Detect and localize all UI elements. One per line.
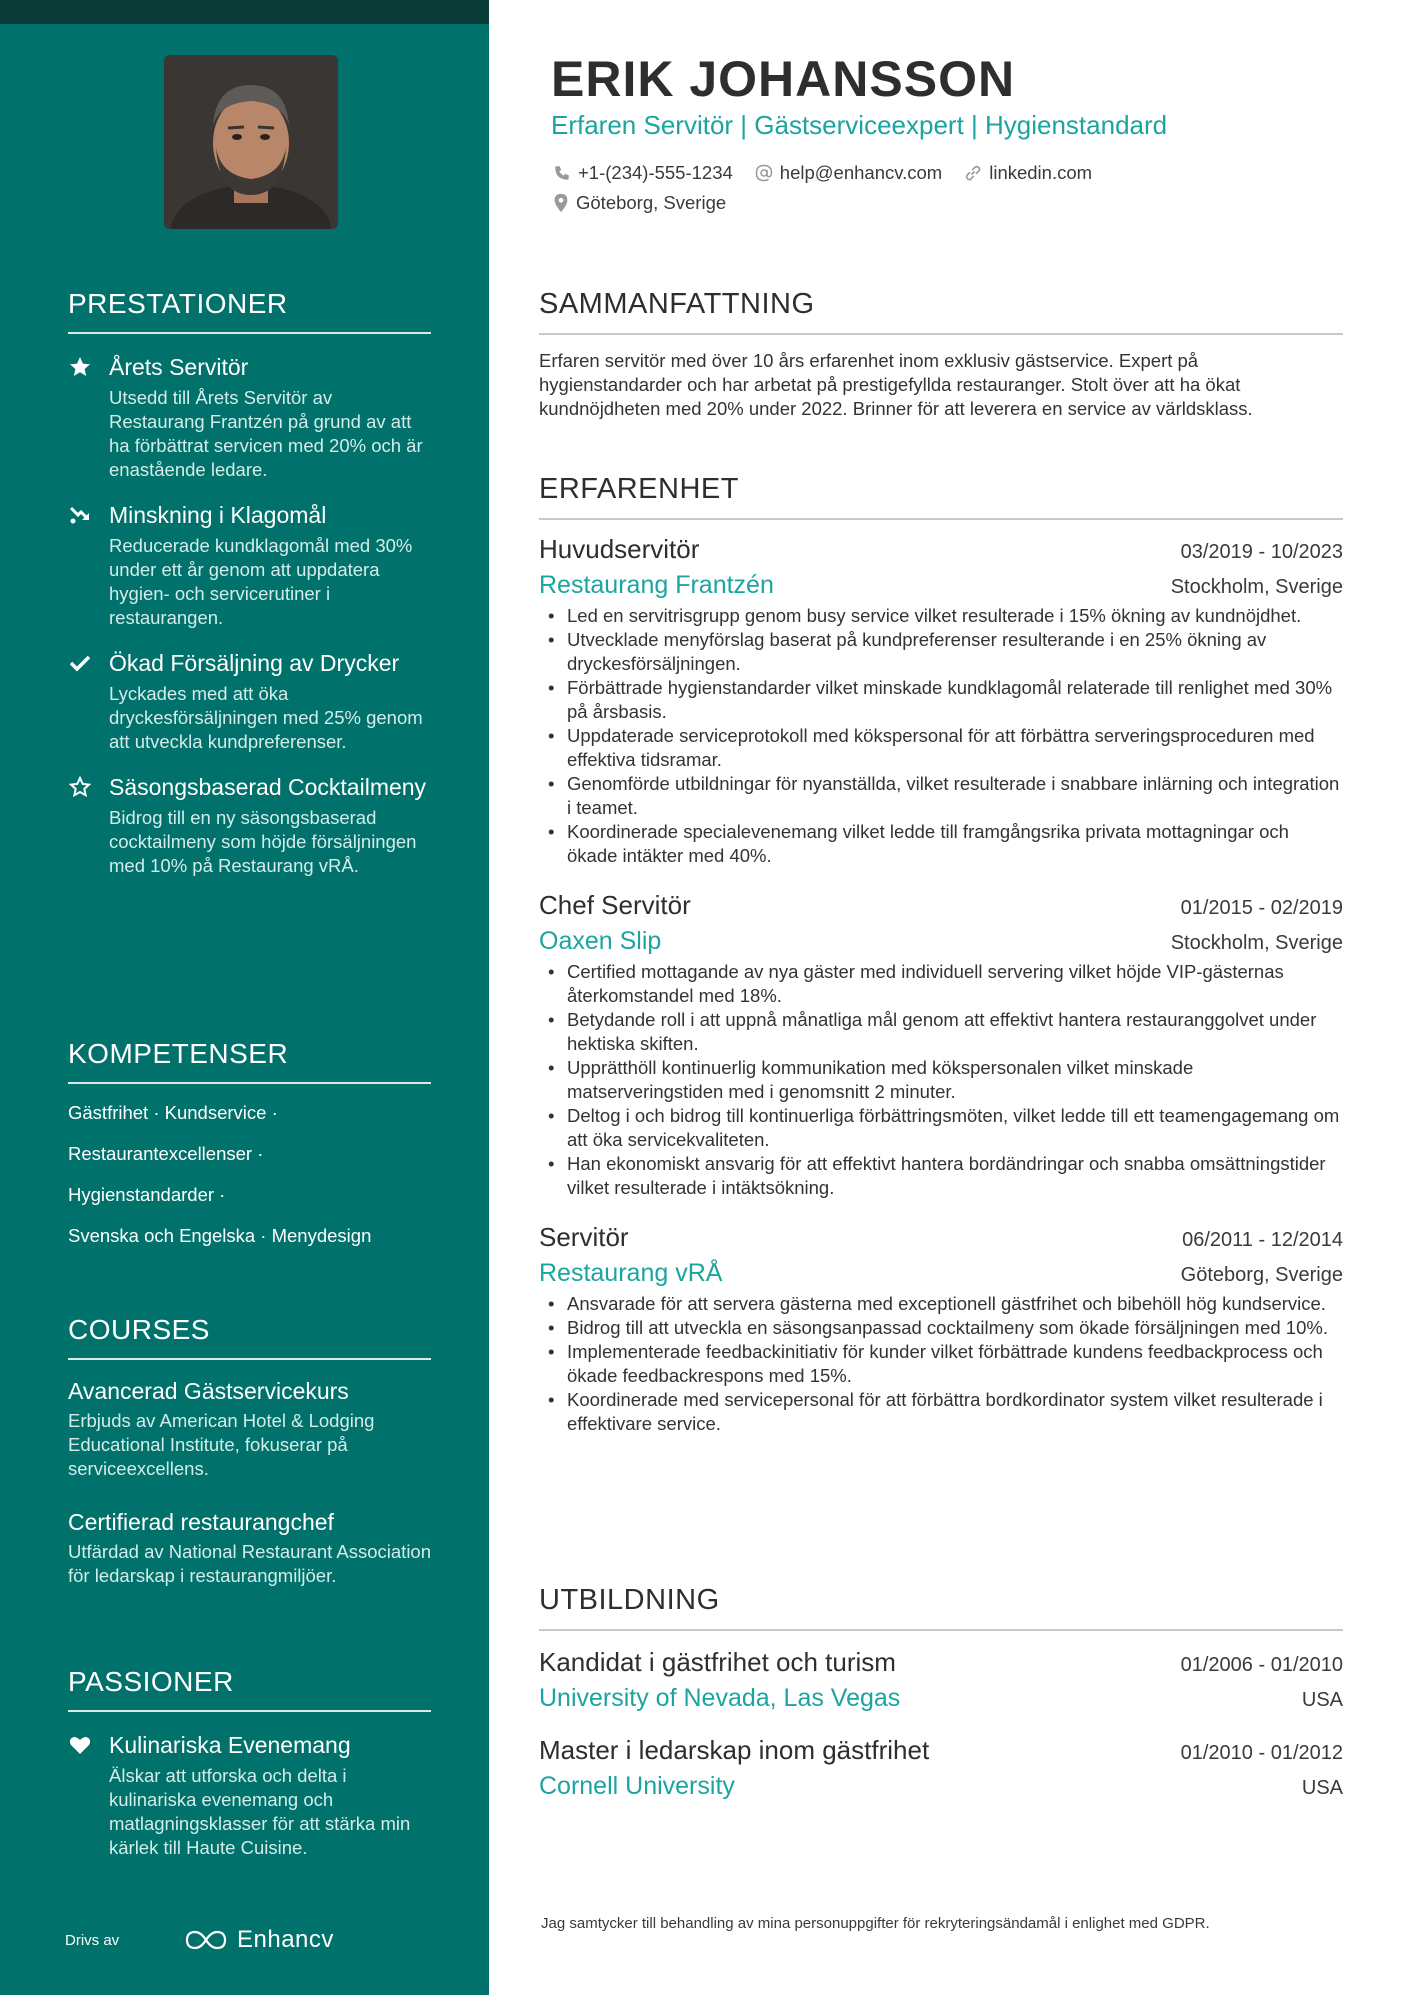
location-text: Göteborg, Sverige bbox=[576, 192, 727, 213]
job-bullet: • Certified mottagande av nya gäster med individuell servering vilket höjde VIP-gästernas återkomstandel med 18%. bbox=[539, 960, 1343, 1008]
heart-icon bbox=[68, 1733, 92, 1757]
passions-section bbox=[68, 1666, 431, 1860]
summary-text: Erfaren servitör med över 10 års erfarenhet inom exklusiv gästservice. Expert på hygienstandarder och har arbetat på prestigefyllda restauranger. Stolt över att ha ökat kundnöjdheten med 20% under 2022. Brinner för att leverera en service av världsklass. bbox=[539, 350, 1253, 419]
job-bullets bbox=[539, 604, 1343, 868]
achievement-title: Ökad Försäljning av Drycker bbox=[109, 650, 400, 676]
skill-line: Svenska och Engelska · Menydesign bbox=[68, 1225, 372, 1246]
passion-title: Kulinariska Evenemang bbox=[109, 1732, 351, 1758]
summary-title: SAMMANFATTNING bbox=[539, 288, 1343, 335]
achievement-title: Säsongsbaserad Cocktailmeny bbox=[109, 774, 427, 800]
achievement-item bbox=[68, 500, 431, 630]
job-bullet: • Han ekonomiskt ansvarig för att effektivt hantera bordändringar och snabba omsättningstider vilket resulterade i intäktsökning. bbox=[539, 1152, 1343, 1200]
education-location: USA bbox=[1301, 1777, 1343, 1799]
job-bullets bbox=[539, 1292, 1343, 1436]
job-bullet: • Implementerade feedbackinitiativ för kunder vilket förbättrade kundens feedbackprocess och ökade feedbackrespons med 15%. bbox=[539, 1340, 1343, 1388]
contact-linkedin[interactable] bbox=[964, 162, 1092, 184]
job-company: Restaurang vRÅ bbox=[539, 1259, 723, 1287]
job-bullet: • Bidrog till att utveckla en säsongsanpassad cocktailmeny som ökade försäljningen med 10%. bbox=[539, 1316, 1343, 1340]
education-entry bbox=[539, 1647, 1343, 1713]
education-dates: 01/2010 - 01/2012 bbox=[1180, 1742, 1343, 1764]
skills-section bbox=[68, 1038, 431, 1248]
course-title: Avancerad Gästservicekurs bbox=[68, 1378, 349, 1404]
contact-email[interactable] bbox=[755, 162, 942, 184]
education-degree: Master i ledarskap inom gästfrihet bbox=[539, 1735, 930, 1765]
job-entry bbox=[539, 1222, 1343, 1436]
job-bullet: • Ansvarade för att servera gästerna med exceptionell gästfrihet och bibehöll hög kundservice. bbox=[539, 1292, 1343, 1316]
job-bullet: • Deltog i och bidrog till kontinuerliga förbättringsmöten, vilket ledde till ett teamengagemang om att öka servicekvaliteten. bbox=[539, 1104, 1343, 1152]
achievements-section bbox=[68, 288, 431, 878]
courses-section bbox=[68, 1314, 431, 1588]
linkedin-text: linkedin.com bbox=[989, 162, 1093, 183]
sidebar bbox=[0, 0, 489, 1995]
job-bullet: • Genomförde utbildningar för nyanställda, vilket resulterade i snabbare inlärning och integration i teamet. bbox=[539, 772, 1343, 820]
job-dates: 01/2015 - 02/2019 bbox=[1180, 897, 1343, 919]
contact-location bbox=[553, 192, 726, 214]
star-outline-icon bbox=[68, 775, 92, 799]
achievement-description: Lyckades med att öka dryckesförsäljningen med 25% genom att utveckla kundpreferenser. bbox=[109, 683, 423, 752]
link-icon bbox=[964, 164, 982, 182]
enhancv-logo-icon bbox=[183, 1928, 229, 1952]
course-description: Erbjuds av American Hotel & Lodging Educational Institute, fokuserar på serviceexcellens. bbox=[68, 1410, 375, 1479]
achievement-description: Reducerade kundklagomål med 30% under ett år genom att uppdatera hygien- och servicerutiner i restaurangen. bbox=[109, 535, 413, 628]
job-company: Restaurang Frantzén bbox=[539, 571, 774, 599]
education-dates: 01/2006 - 01/2010 bbox=[1180, 1654, 1343, 1676]
checkmark-icon bbox=[68, 651, 92, 675]
passions-title: PASSIONER bbox=[68, 1666, 431, 1712]
job-location: Stockholm, Sverige bbox=[1170, 576, 1343, 598]
job-title: Servitör bbox=[539, 1222, 629, 1252]
education-entry bbox=[539, 1735, 1343, 1801]
job-location: Stockholm, Sverige bbox=[1170, 932, 1343, 954]
job-bullets bbox=[539, 960, 1343, 1200]
job-bullet: • Koordinerade specialevenemang vilket ledde till framgångsrika privata mottagningar och ökade intäkter med 40%. bbox=[539, 820, 1343, 868]
job-bullet: • Utvecklade menyförslag baserat på kundpreferenser resulterande i en 25% ökning av dryckesförsäljningen. bbox=[539, 628, 1343, 676]
achievement-item bbox=[68, 772, 431, 878]
achievement-item bbox=[68, 648, 431, 754]
skills-title: KOMPETENSER bbox=[68, 1038, 431, 1084]
education-section bbox=[539, 1584, 1343, 1801]
education-location: USA bbox=[1301, 1689, 1343, 1711]
skill-line: Gästfrihet · Kundservice · bbox=[68, 1102, 278, 1123]
achievement-title: Årets Servitör bbox=[109, 354, 249, 380]
education-title: UTBILDNING bbox=[539, 1584, 1343, 1631]
star-icon bbox=[68, 355, 92, 379]
summary-section bbox=[539, 288, 1343, 421]
gdpr-consent: Jag samtycker till behandling av mina personuppgifter för rekryteringsändamål i enlighet med GDPR. bbox=[541, 1915, 1210, 1932]
job-entry bbox=[539, 534, 1343, 868]
job-dates: 06/2011 - 12/2014 bbox=[1182, 1229, 1343, 1251]
passion-description: Älskar att utforska och delta i kulinariska evenemang och matlagningsklasser för att stärka min kärlek till Haute Cuisine. bbox=[109, 1765, 411, 1858]
achievement-description: Bidrog till en ny säsongsbaserad cocktailmeny som höjde försäljningen med 10% på Restaurang vRÅ. bbox=[109, 807, 417, 876]
email-text: help@enhancv.com bbox=[779, 162, 943, 183]
profile-photo bbox=[164, 55, 338, 229]
course-item bbox=[68, 1376, 431, 1481]
phone-text: +1-(234)-555-1234 bbox=[578, 162, 733, 183]
contact-row-2 bbox=[553, 192, 748, 214]
at-icon bbox=[755, 164, 773, 182]
contact-phone[interactable] bbox=[553, 162, 733, 184]
job-bullet: • Koordinerade med servicepersonal för att förbättra bordkordinator system vilket resulterade i effektivare service. bbox=[539, 1388, 1343, 1436]
education-school: Cornell University bbox=[539, 1772, 735, 1800]
course-title: Certifierad restaurangchef bbox=[68, 1509, 334, 1535]
achievements-title: PRESTATIONER bbox=[68, 288, 431, 334]
passion-item bbox=[68, 1730, 431, 1860]
contact-row bbox=[553, 162, 1114, 184]
course-item bbox=[68, 1507, 431, 1588]
education-school: University of Nevada, Las Vegas bbox=[539, 1684, 901, 1712]
achievement-title: Minskning i Klagomål bbox=[109, 502, 327, 528]
candidate-headline: Erfaren Servitör | Gästserviceexpert | Hygienstandard bbox=[551, 110, 1168, 140]
experience-title: ERFARENHET bbox=[539, 473, 1343, 520]
job-bullet: • Uppdaterade serviceprotokoll med kökspersonal för att förbättra serveringsproceduren med effektiva tidsramar. bbox=[539, 724, 1343, 772]
location-pin-icon bbox=[553, 193, 569, 213]
achievement-item bbox=[68, 352, 431, 482]
powered-by-label: Drivs av bbox=[65, 1932, 120, 1949]
job-bullet: • Betydande roll i att uppnå månatliga mål genom att effektivt hantera restauranggolvet under hektiska skiften. bbox=[539, 1008, 1343, 1056]
courses-title: COURSES bbox=[68, 1314, 431, 1360]
education-degree: Kandidat i gästfrihet och turism bbox=[539, 1647, 896, 1677]
phone-icon bbox=[553, 164, 571, 182]
enhancv-logo-text: Enhancv bbox=[237, 1926, 334, 1953]
achievement-description: Utsedd till Årets Servitör av Restaurang Frantzén på grund av att ha förbättrat servicen med 20% och är enastående ledare. bbox=[109, 387, 423, 480]
job-location: Göteborg, Sverige bbox=[1180, 1264, 1343, 1286]
job-bullet: • Förbättrade hygienstandarder vilket minskade kundklagomål relaterade till renlighet med 30% på årsbasis. bbox=[539, 676, 1343, 724]
job-bullet: • Led en servitrisgrupp genom busy service vilket resulterade i 15% ökning av kundnöjdhet. bbox=[539, 604, 1343, 628]
job-company: Oaxen Slip bbox=[539, 927, 662, 955]
job-dates: 03/2019 - 10/2023 bbox=[1180, 541, 1343, 563]
sidebar-top-bar bbox=[0, 0, 489, 24]
job-title: Huvudservitör bbox=[539, 534, 700, 564]
skill-line: Hygienstandarder · bbox=[68, 1184, 226, 1205]
skill-line: Restaurantexcellenser · bbox=[68, 1143, 264, 1164]
experience-section bbox=[539, 473, 1343, 1436]
enhancv-logo[interactable] bbox=[183, 1926, 334, 1954]
trend-down-icon bbox=[68, 503, 92, 527]
candidate-name: ERIK JOHANSSON bbox=[551, 51, 1016, 107]
job-entry bbox=[539, 890, 1343, 1200]
job-title: Chef Servitör bbox=[539, 890, 691, 920]
job-bullet: • Upprätthöll kontinuerlig kommunikation med kökspersonalen vilket minskade matserveringstiden med i genomsnitt 2 minuter. bbox=[539, 1056, 1343, 1104]
course-description: Utfärdad av National Restaurant Association för ledarskap i restaurangmiljöer. bbox=[68, 1541, 432, 1586]
